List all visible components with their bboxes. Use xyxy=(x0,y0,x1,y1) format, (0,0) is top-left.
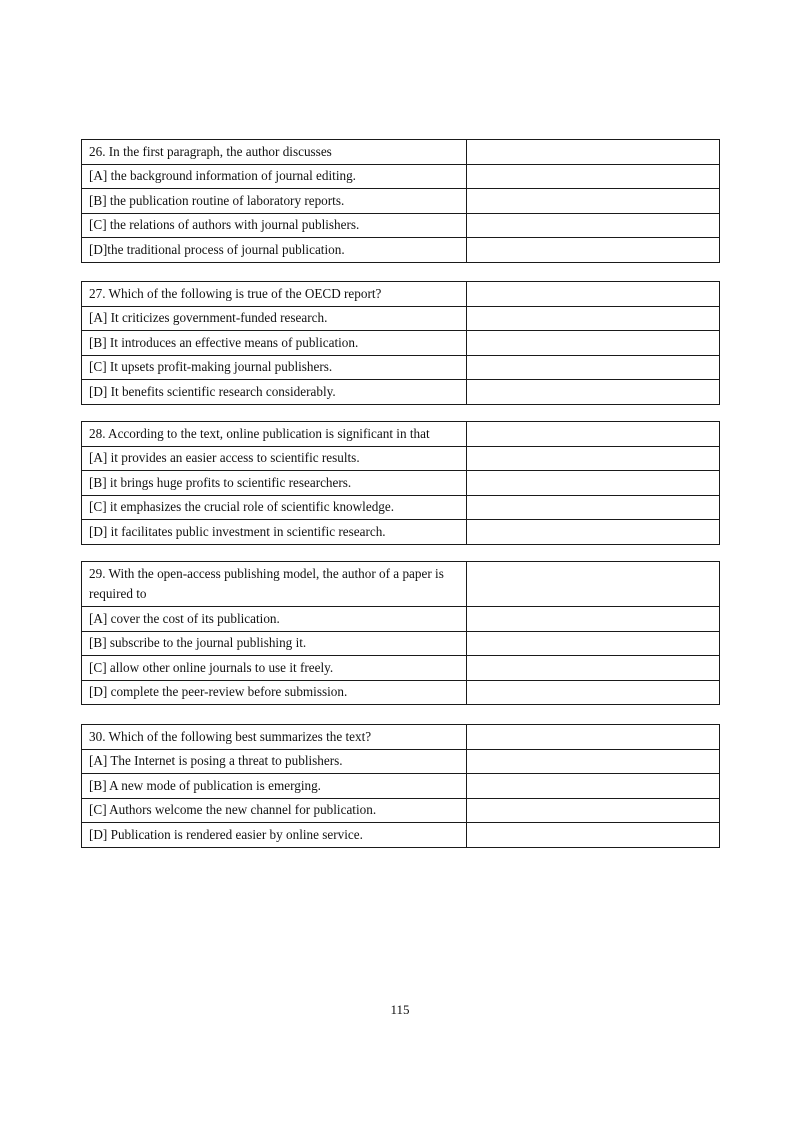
option-b: [B] A new mode of publication is emerging. xyxy=(82,774,467,799)
answer-cell[interactable] xyxy=(467,749,720,774)
answer-cell[interactable] xyxy=(467,562,720,607)
question-table-28 xyxy=(81,421,720,545)
option-row xyxy=(82,355,720,380)
answer-cell[interactable] xyxy=(467,798,720,823)
option-row xyxy=(82,495,720,520)
answer-cell[interactable] xyxy=(467,189,720,214)
question-table-27 xyxy=(81,281,720,405)
option-c: [C] Authors welcome the new channel for publication. xyxy=(82,798,467,823)
option-a: [A] It criticizes government-funded research. xyxy=(82,306,467,331)
option-row xyxy=(82,331,720,356)
answer-cell[interactable] xyxy=(467,495,720,520)
option-row xyxy=(82,164,720,189)
option-row xyxy=(82,607,720,632)
answer-cell[interactable] xyxy=(467,607,720,632)
question-stem-row xyxy=(82,725,720,750)
option-row xyxy=(82,380,720,405)
question-stem: 26. In the first paragraph, the author discusses xyxy=(82,140,467,165)
option-row xyxy=(82,680,720,705)
option-c: [C] It upsets profit-making journal publishers. xyxy=(82,355,467,380)
question-stem: 27. Which of the following is true of the OECD report? xyxy=(82,282,467,307)
option-b: [B] subscribe to the journal publishing it. xyxy=(82,631,467,656)
question-stem: 29. With the open-access publishing model, the author of a paper is required to xyxy=(82,562,467,607)
option-d: [D] It benefits scientific research considerably. xyxy=(82,380,467,405)
answer-cell[interactable] xyxy=(467,140,720,165)
option-row xyxy=(82,823,720,848)
page-number: 115 xyxy=(390,1002,410,1017)
question-stem: 28. According to the text, online publication is significant in that xyxy=(82,422,467,447)
question-table-29 xyxy=(81,561,720,705)
option-row xyxy=(82,520,720,545)
option-b: [B] it brings huge profits to scientific researchers. xyxy=(82,471,467,496)
answer-cell[interactable] xyxy=(467,306,720,331)
question-stem-row xyxy=(82,562,720,607)
option-c: [C] the relations of authors with journal publishers. xyxy=(82,213,467,238)
question-stem-row xyxy=(82,422,720,447)
option-c: [C] it emphasizes the crucial role of scientific knowledge. xyxy=(82,495,467,520)
option-d: [D]the traditional process of journal publication. xyxy=(82,238,467,263)
option-c: [C] allow other online journals to use it freely. xyxy=(82,656,467,681)
answer-cell[interactable] xyxy=(467,238,720,263)
option-a: [A] cover the cost of its publication. xyxy=(82,607,467,632)
option-a: [A] it provides an easier access to scientific results. xyxy=(82,446,467,471)
question-stem: 30. Which of the following best summarizes the text? xyxy=(82,725,467,750)
answer-cell[interactable] xyxy=(467,520,720,545)
option-d: [D] Publication is rendered easier by online service. xyxy=(82,823,467,848)
option-a: [A] The Internet is posing a threat to publishers. xyxy=(82,749,467,774)
option-row xyxy=(82,774,720,799)
option-row xyxy=(82,213,720,238)
option-d: [D] it facilitates public investment in scientific research. xyxy=(82,520,467,545)
option-b: [B] the publication routine of laboratory reports. xyxy=(82,189,467,214)
answer-cell[interactable] xyxy=(467,355,720,380)
answer-cell[interactable] xyxy=(467,213,720,238)
answer-cell[interactable] xyxy=(467,471,720,496)
question-table-26 xyxy=(81,139,720,263)
answer-cell[interactable] xyxy=(467,422,720,447)
option-row xyxy=(82,798,720,823)
question-table-30 xyxy=(81,724,720,848)
option-a: [A] the background information of journal editing. xyxy=(82,164,467,189)
answer-cell[interactable] xyxy=(467,446,720,471)
option-b: [B] It introduces an effective means of publication. xyxy=(82,331,467,356)
answer-cell[interactable] xyxy=(467,656,720,681)
question-stem-row xyxy=(82,140,720,165)
option-row xyxy=(82,446,720,471)
answer-cell[interactable] xyxy=(467,164,720,189)
question-stem-row xyxy=(82,282,720,307)
option-row xyxy=(82,471,720,496)
answer-cell[interactable] xyxy=(467,774,720,799)
option-row xyxy=(82,749,720,774)
option-row xyxy=(82,189,720,214)
answer-cell[interactable] xyxy=(467,725,720,750)
answer-cell[interactable] xyxy=(467,680,720,705)
answer-cell[interactable] xyxy=(467,282,720,307)
answer-cell[interactable] xyxy=(467,331,720,356)
option-row xyxy=(82,631,720,656)
option-row xyxy=(82,306,720,331)
option-row xyxy=(82,656,720,681)
answer-cell[interactable] xyxy=(467,631,720,656)
option-d: [D] complete the peer-review before submission. xyxy=(82,680,467,705)
answer-cell[interactable] xyxy=(467,823,720,848)
answer-cell[interactable] xyxy=(467,380,720,405)
option-row xyxy=(82,238,720,263)
